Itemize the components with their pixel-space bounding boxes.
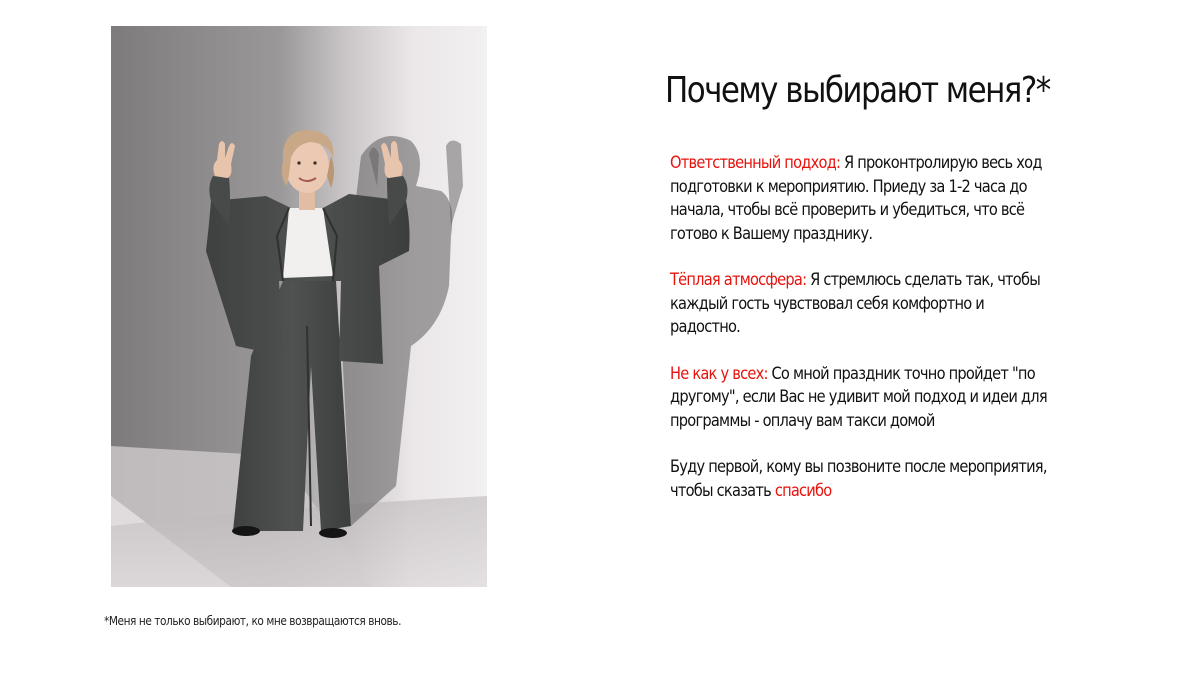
benefit-text: Я стремлюсь сделать так, чтобы каждый гость чувствовал себя комфортно и радостно. bbox=[670, 270, 1040, 337]
benefit-text: Я проконтролирую весь ход подготовки к мероприятию. Приеду за 1-2 часа до начала, чтобы всё проверить и убедиться, что всё готово к Вашему празднику. bbox=[670, 153, 1042, 244]
footnote: *Меня не только выбирают, ко мне возвращаются вновь. bbox=[104, 614, 402, 628]
benefit-unique bbox=[670, 363, 1048, 434]
closing-statement bbox=[670, 456, 1048, 503]
benefit-heading: Ответственный подход: bbox=[670, 153, 841, 173]
benefits-list bbox=[670, 152, 1110, 526]
benefit-heading: Не как у всех: bbox=[670, 363, 768, 384]
portrait-photo bbox=[111, 26, 487, 587]
closing-text: Буду первой, кому вы позвоните после мероприятия, чтобы сказать bbox=[670, 457, 1047, 501]
benefit-text: Со мной праздник точно пройдет "по другому", если Вас не удивит мой подход и идеи для программы - оплачу вам такси домой bbox=[670, 363, 1047, 431]
benefit-responsibility bbox=[670, 152, 1048, 246]
benefit-atmosphere bbox=[670, 269, 1048, 340]
portrait-illustration bbox=[111, 26, 487, 587]
section-title: Почему выбирают меня?* bbox=[665, 70, 1050, 111]
closing-accent: спасибо bbox=[774, 480, 832, 501]
benefit-heading: Тёплая атмосфера: bbox=[670, 270, 807, 290]
